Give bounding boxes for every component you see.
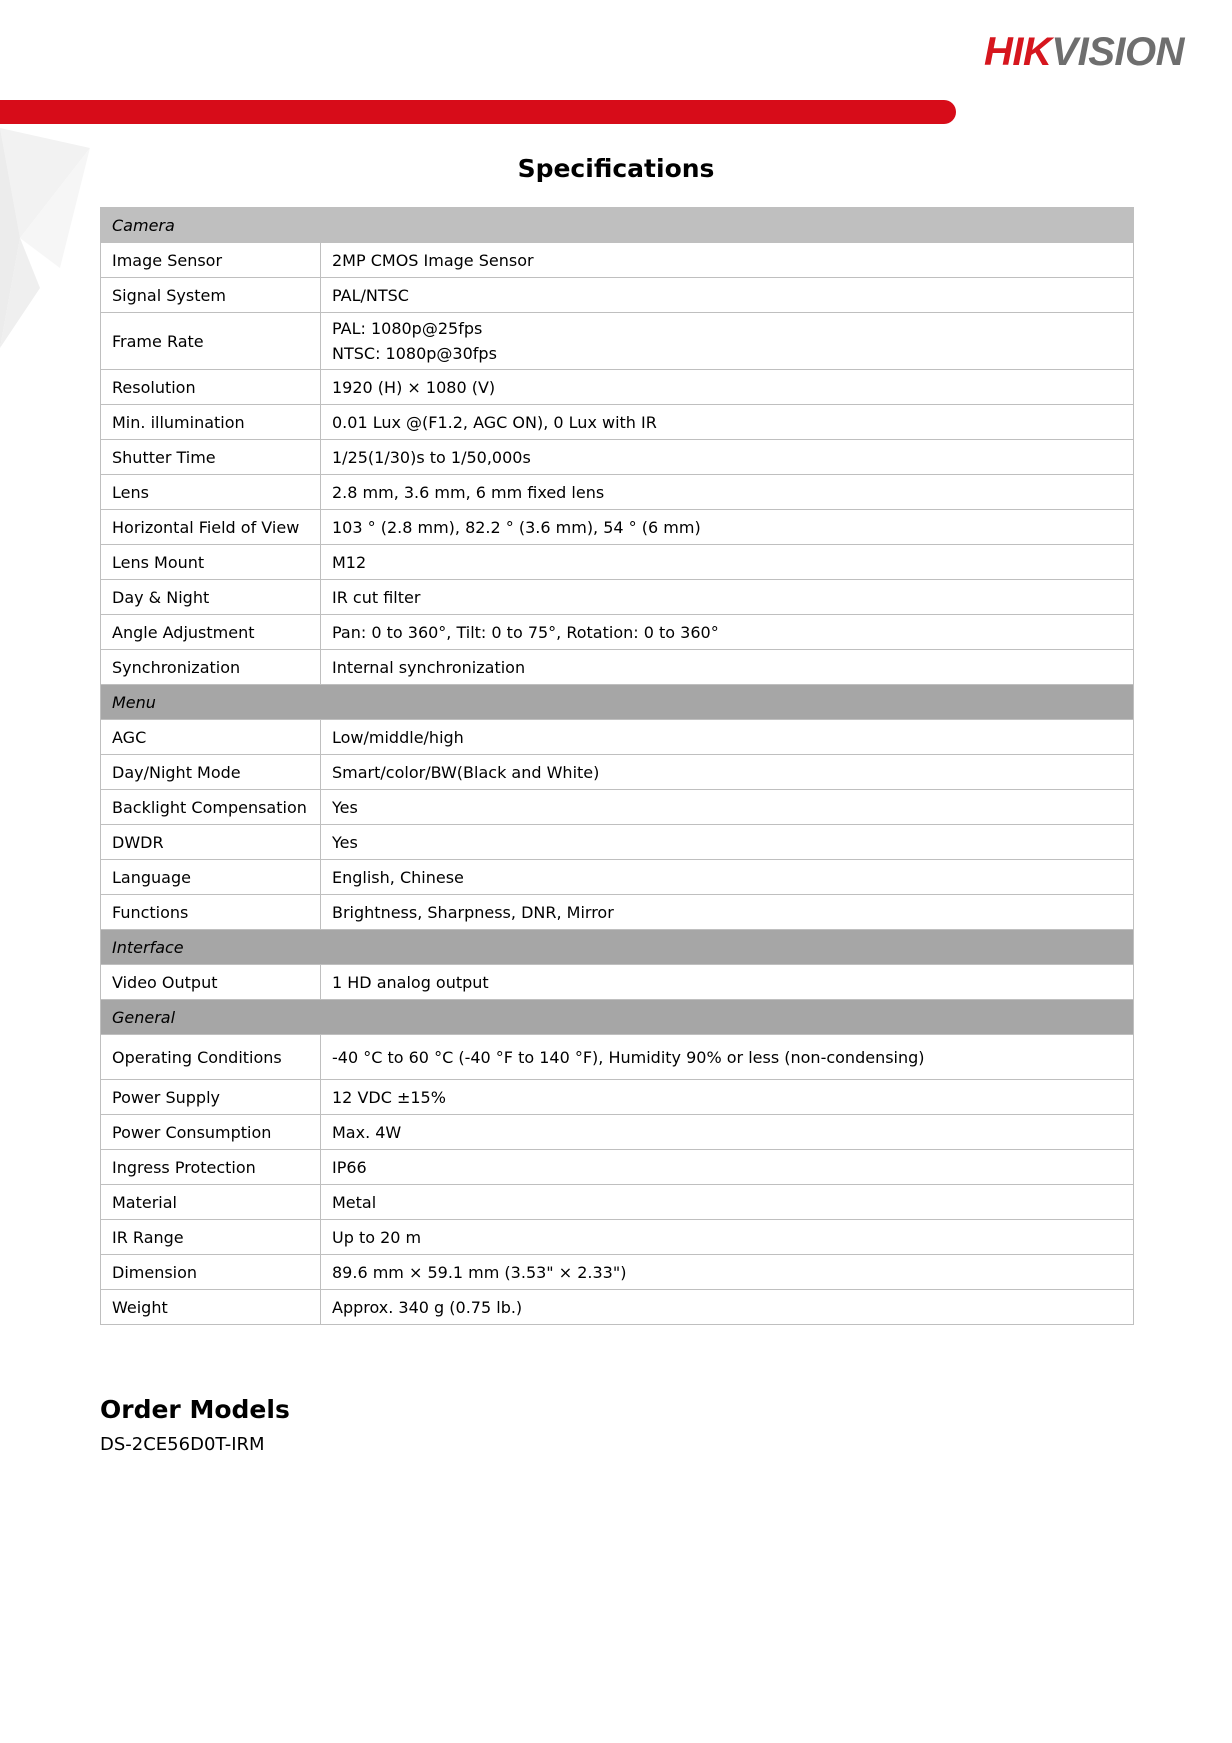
spec-value-line: NTSC: 1080p@30fps xyxy=(332,344,497,363)
table-row xyxy=(101,243,1134,278)
spec-label: Image Sensor xyxy=(101,243,321,278)
table-row xyxy=(101,1290,1134,1325)
spec-label: Material xyxy=(101,1185,321,1220)
spec-label: Synchronization xyxy=(101,650,321,685)
table-row xyxy=(101,370,1134,405)
table-row xyxy=(101,895,1134,930)
table-row xyxy=(101,615,1134,650)
table-row xyxy=(101,440,1134,475)
spec-value: 0.01 Lux @(F1.2, AGC ON), 0 Lux with IR xyxy=(321,405,1134,440)
spec-label: Lens xyxy=(101,475,321,510)
table-row xyxy=(101,720,1134,755)
table-row xyxy=(101,650,1134,685)
table-row xyxy=(101,1255,1134,1290)
spec-value: Yes xyxy=(321,825,1134,860)
spec-label: DWDR xyxy=(101,825,321,860)
table-row xyxy=(101,965,1134,1000)
spec-label: Shutter Time xyxy=(101,440,321,475)
spec-value: Up to 20 m xyxy=(321,1220,1134,1255)
section-header-interface xyxy=(101,930,1134,965)
table-row xyxy=(101,1220,1134,1255)
table-row xyxy=(101,1115,1134,1150)
spec-label: Resolution xyxy=(101,370,321,405)
table-row xyxy=(101,545,1134,580)
spec-label: Horizontal Field of View xyxy=(101,510,321,545)
spec-value: 12 VDC ±15% xyxy=(321,1080,1134,1115)
spec-label: Backlight Compensation xyxy=(101,790,321,825)
spec-value: Brightness, Sharpness, DNR, Mirror xyxy=(321,895,1134,930)
spec-label: Language xyxy=(101,860,321,895)
spec-label: Day & Night xyxy=(101,580,321,615)
spec-label: Dimension xyxy=(101,1255,321,1290)
spec-value: M12 xyxy=(321,545,1134,580)
spec-value: 89.6 mm × 59.1 mm (3.53" × 2.33") xyxy=(321,1255,1134,1290)
spec-label: Frame Rate xyxy=(101,313,321,370)
spec-label: Signal System xyxy=(101,278,321,313)
spec-value: 103 ° (2.8 mm), 82.2 ° (3.6 mm), 54 ° (6 mm) xyxy=(321,510,1134,545)
spec-value-line: PAL: 1080p@25fps xyxy=(332,319,483,338)
table-row xyxy=(101,1185,1134,1220)
spec-value: -40 °C to 60 °C (-40 °F to 140 °F), Humidity 90% or less (non-condensing) xyxy=(321,1035,1134,1080)
spec-value: Low/middle/high xyxy=(321,720,1134,755)
table-row xyxy=(101,1150,1134,1185)
table-row xyxy=(101,313,1134,370)
spec-value: PAL/NTSC xyxy=(321,278,1134,313)
table-row xyxy=(101,1035,1134,1080)
spec-label: Min. illumination xyxy=(101,405,321,440)
spec-value: 2MP CMOS Image Sensor xyxy=(321,243,1134,278)
logo-part-hik: HIK xyxy=(984,30,1052,74)
table-row xyxy=(101,825,1134,860)
spec-value: Approx. 340 g (0.75 lb.) xyxy=(321,1290,1134,1325)
specifications-table xyxy=(100,207,1134,1325)
header-red-bar xyxy=(0,100,956,124)
spec-value: Pan: 0 to 360°, Tilt: 0 to 75°, Rotation: 0 to 360° xyxy=(321,615,1134,650)
section-title: General xyxy=(101,1000,1134,1035)
spec-value-multiline xyxy=(321,313,1134,370)
spec-label: Day/Night Mode xyxy=(101,755,321,790)
spec-value: 1/25(1/30)s to 1/50,000s xyxy=(321,440,1134,475)
section-title: Menu xyxy=(101,685,1134,720)
spec-label: AGC xyxy=(101,720,321,755)
table-row xyxy=(101,1080,1134,1115)
section-title: Interface xyxy=(101,930,1134,965)
spec-value: IP66 xyxy=(321,1150,1134,1185)
spec-value: English, Chinese xyxy=(321,860,1134,895)
spec-label: Weight xyxy=(101,1290,321,1325)
spec-label: Angle Adjustment xyxy=(101,615,321,650)
spec-label: Operating Conditions xyxy=(101,1035,321,1080)
spec-value: 1920 (H) × 1080 (V) xyxy=(321,370,1134,405)
spec-label: Functions xyxy=(101,895,321,930)
table-row xyxy=(101,510,1134,545)
hikvision-logo xyxy=(984,30,1184,74)
logo-part-vision: VISION xyxy=(1051,30,1184,74)
table-row xyxy=(101,860,1134,895)
spec-label: IR Range xyxy=(101,1220,321,1255)
spec-value: 2.8 mm, 3.6 mm, 6 mm fixed lens xyxy=(321,475,1134,510)
section-header-menu xyxy=(101,685,1134,720)
spec-label: Power Supply xyxy=(101,1080,321,1115)
spec-value: Metal xyxy=(321,1185,1134,1220)
spec-value: 1 HD analog output xyxy=(321,965,1134,1000)
spec-value: Yes xyxy=(321,790,1134,825)
table-row xyxy=(101,790,1134,825)
spec-value: Max. 4W xyxy=(321,1115,1134,1150)
spec-label: Video Output xyxy=(101,965,321,1000)
table-row xyxy=(101,278,1134,313)
spec-label: Power Consumption xyxy=(101,1115,321,1150)
table-row xyxy=(101,755,1134,790)
section-title: Camera xyxy=(101,208,1134,243)
spec-value: Internal synchronization xyxy=(321,650,1134,685)
spec-value: IR cut filter xyxy=(321,580,1134,615)
section-header-general xyxy=(101,1000,1134,1035)
section-header-camera xyxy=(101,208,1134,243)
table-row xyxy=(101,405,1134,440)
table-row xyxy=(101,580,1134,615)
page-title: Specifications xyxy=(517,154,715,183)
spec-value: Smart/color/BW(Black and White) xyxy=(321,755,1134,790)
spec-label: Ingress Protection xyxy=(101,1150,321,1185)
order-model-number: DS-2CE56D0T-IRM xyxy=(100,1434,265,1455)
spec-label: Lens Mount xyxy=(101,545,321,580)
order-models-heading: Order Models xyxy=(100,1395,290,1424)
table-row xyxy=(101,475,1134,510)
